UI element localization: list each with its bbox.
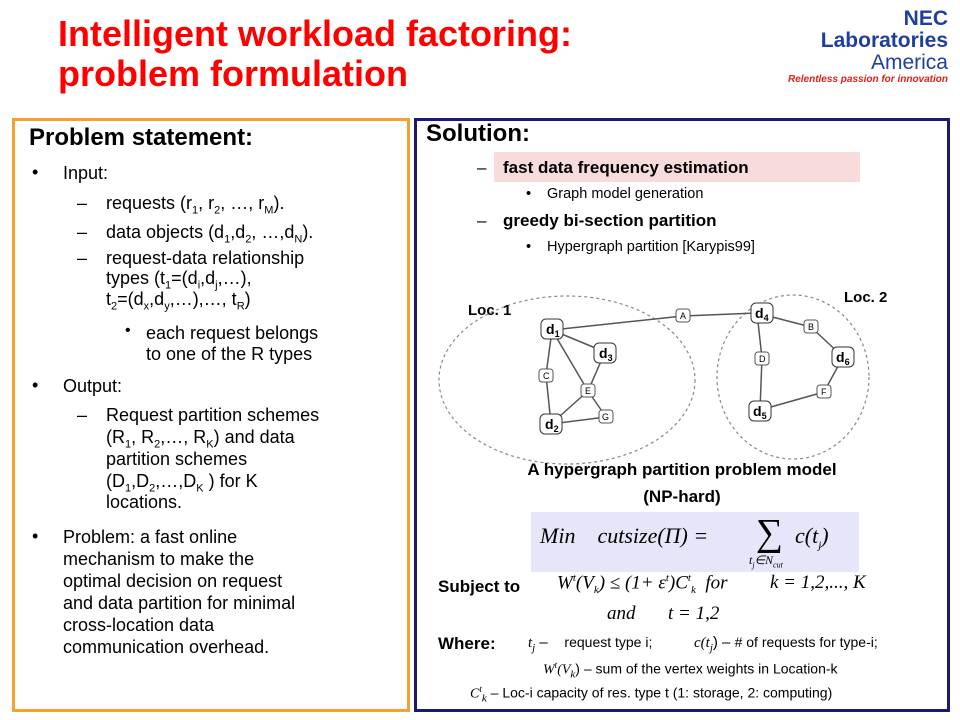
node-d6-label: $d_6$ [836,349,850,367]
node-G-label: G [602,412,610,422]
problem-line-5: cross-location data [63,615,215,635]
bullet-icon: • [32,375,39,395]
output-line-3: partition schemes [106,449,248,469]
solution-item-2: greedy bi-section partition [503,211,717,230]
node-F-label: F [821,387,827,397]
data-objects-line: data objects ($d_1,d_2$, $\dots,d_N$). [106,222,314,246]
sum-index: $t_j\in N_{cut}$ [749,553,783,570]
hyperedges [546,313,843,424]
solution-item-1-sub: Graph model generation [547,186,704,202]
problem-line-1: Problem: a fast online [63,527,238,547]
model-caption-line-2: (NP-hard) [643,487,721,506]
each-request-line-1: each request belongs [146,323,319,343]
location-1-boundary [439,296,695,464]
bullet-icon: • [125,322,131,339]
dash-icon: – [77,248,88,268]
constraint-and: and [607,603,636,624]
solution-heading: Solution: [426,120,530,147]
loc-1-label: Loc. 1 [468,302,512,319]
where-def-1: $t_j$ – request type i; [528,634,653,654]
solution-item-2-sub: Hypergraph partition [Karypis99] [547,239,755,255]
logo-tagline: Relentless passion for innovation [787,74,948,85]
node-C-label: C [543,371,550,381]
where-label: Where: [438,634,496,653]
formula-objective: Min cutsize(Π) = [540,523,709,548]
dash-icon: – [77,222,88,242]
slide-title [58,14,758,94]
problem-line-2: mechanism to make the [63,549,255,569]
dash-icon: – [77,405,88,425]
node-d1-label: $d_1$ [546,321,560,339]
bullet-icon: • [32,526,39,546]
model-caption-line-1: A hypergraph partition problem model [527,460,837,479]
each-request-line-2: to one of the R types [146,344,313,364]
logo-line-1: NEC Laboratories [820,7,948,52]
node-B-label: B [808,322,815,332]
hypergraph-nodes [539,303,854,434]
problem-heading: Problem statement: [29,124,254,151]
location-2-boundary [717,295,869,459]
node-d2-label: $d_2$ [545,416,559,434]
output-line-2: ($R_1$, $R_2,\dots$, $R_K$) and data [106,427,295,451]
dash-icon: – [77,193,88,213]
solution-item-1: fast data frequency estimation [503,158,749,177]
node-D-label: D [759,354,766,364]
where-def-3: $W^t(V_k)$ – sum of the vertex weights in Location-k [543,660,838,681]
node-d5-label: $d_5$ [753,403,767,421]
node-d3-label: $d_3$ [599,345,613,363]
requests-line: requests ($r_1$, $r_2$, …, $r_M$). [106,193,285,217]
constraint-range: k = 1,2,..., K [770,572,866,593]
sum-symbol: ∑ [756,512,784,554]
node-A-label: A [680,311,687,321]
input-label: Input: [63,163,109,183]
constraint-capacity: $W^t(V_k) \le (1+ \varepsilon^t)C^t_k$ for [557,572,728,597]
problem-line-6: communication overhead. [63,637,270,657]
dash-icon: – [477,211,487,230]
title-line-2: problem formulation [58,53,408,94]
loc-2-label: Loc. 2 [844,289,888,306]
bullet-icon: • [32,162,39,182]
where-def-2: $c(t_j)$ – # of requests for type-i; [694,634,878,654]
dash-icon: – [477,158,487,177]
where-def-4: $C^t_k - Loc-i$ capacity of res. type t (1: storage, 2: computing) [470,684,833,705]
title-line-1: Intelligent workload factoring: [58,13,573,54]
output-line-5: locations. [106,492,183,512]
output-line-1: Request partition schemes [106,405,320,425]
nec-logo [778,8,948,86]
node-E-label: E [585,386,592,396]
relationship-line-1: request-data relationship [106,248,305,268]
constraint-t: t = 1,2 [668,603,720,624]
node-d4-label: $d_4$ [755,305,769,323]
logo-line-2: America [870,51,948,74]
output-label: Output: [63,376,123,396]
relationship-line-3: $t_2=(d_x,d_y,\dots),\dots$, $t_R$) [106,289,251,313]
sum-term: $c(t_j)$ [795,523,829,552]
bullet-icon: • [526,239,532,255]
subject-to-label: Subject to [438,577,521,596]
problem-line-4: and data partition for minimal [63,593,296,613]
problem-line-3: optimal decision on request [63,571,283,591]
bullet-icon: • [526,186,532,202]
relationship-line-2: types ($t_1=(d_i,d_j,\dots)$, [106,268,252,292]
output-line-4: ($D_1,D_2,\dots,D_K$ ) for K [106,471,258,495]
